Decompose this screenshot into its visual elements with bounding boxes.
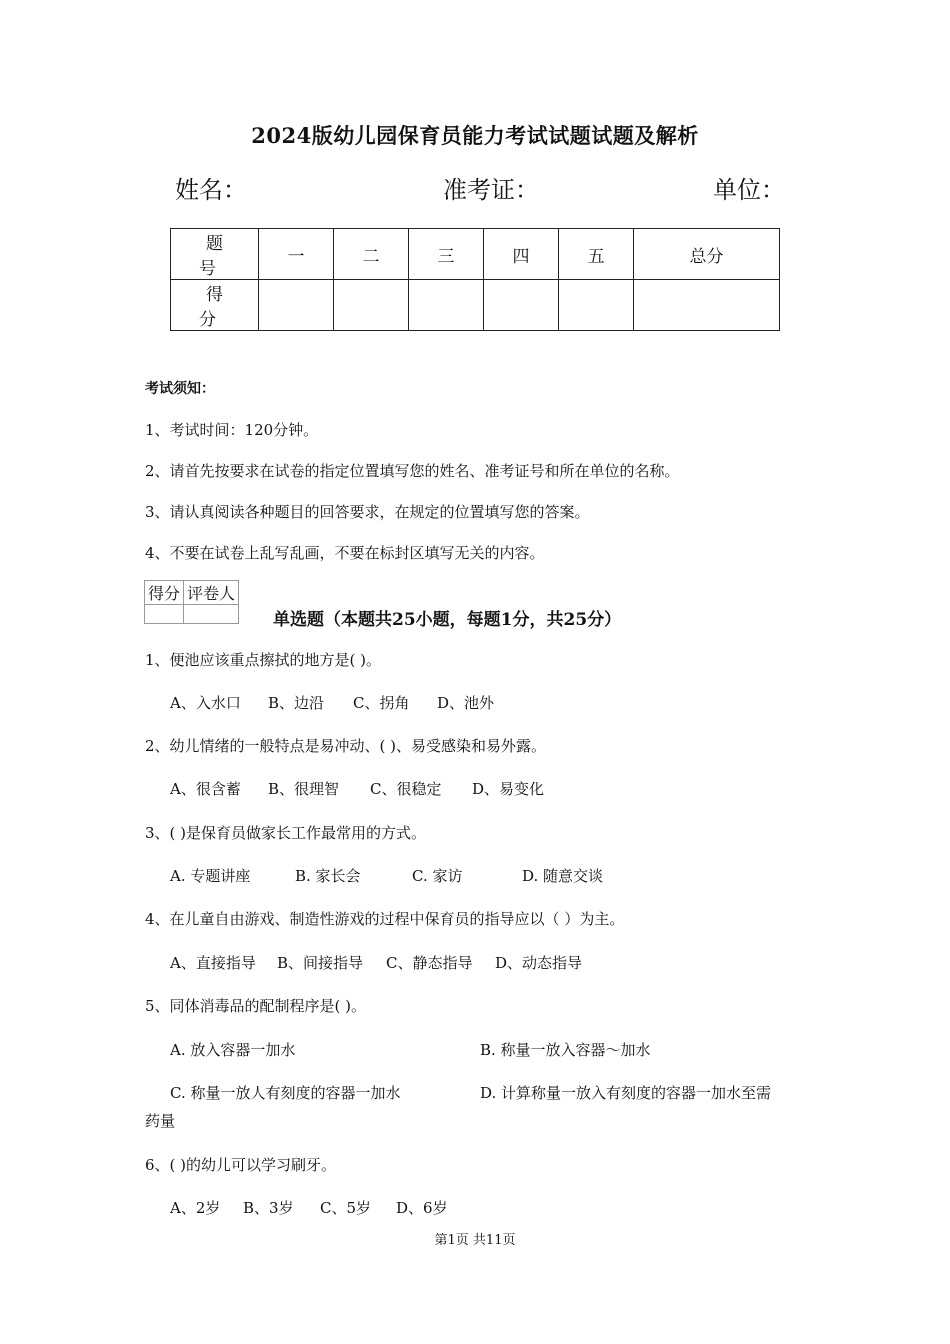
notice-item: 4、不要在试卷上乱写乱画，不要在标封区填写无关的内容。 (145, 544, 545, 562)
section-title: 单选题（本题共25小题，每题1分，共25分） (273, 610, 622, 630)
question-option: B. 称量一放入容器～加水 (480, 1041, 651, 1059)
score-row-label: 得 分 (171, 280, 259, 331)
score-cell-5[interactable] (559, 280, 634, 331)
question-option: C、5岁 (320, 1199, 372, 1217)
grader-score-cell[interactable] (145, 605, 184, 624)
question-option: C. 称量一放人有刻度的容器一加水 (170, 1084, 401, 1102)
question-stem: 4、在儿童自由游戏、制造性游戏的过程中保育员的指导应以（ ）为主。 (145, 910, 625, 928)
question-option-continuation: 药量 (145, 1112, 176, 1130)
grader-name-cell[interactable] (184, 605, 239, 624)
question-option: B. 家长会 (295, 867, 361, 885)
notice-title: 考试须知： (145, 381, 215, 397)
name-field-label: 姓名： (175, 176, 247, 204)
question-stem: 3、( )是保育员做家长工作最常用的方式。 (145, 824, 427, 842)
question-option: A、入水口 (170, 694, 241, 712)
exam-id-field-label: 准考证： (443, 176, 539, 204)
notice-item: 2、请首先按要求在试卷的指定位置填写您的姓名、准考证号和所在单位的名称。 (145, 462, 680, 480)
page-title: 2024版幼儿园保育员能力考试试题试题及解析 (251, 123, 699, 148)
question-option: A、2岁 (170, 1199, 221, 1217)
score-header-3: 三 (409, 229, 484, 280)
score-header-4: 四 (484, 229, 559, 280)
score-table-header-row (171, 229, 780, 280)
grader-table (144, 580, 239, 624)
question-stem: 1、便池应该重点擦拭的地方是( )。 (145, 651, 382, 669)
question-option: D. 计算称量一放入有刻度的容器一加水至需 (480, 1084, 772, 1102)
score-cell-2[interactable] (334, 280, 409, 331)
question-option: D、易变化 (472, 780, 545, 798)
unit-field-label: 单位： (713, 176, 785, 204)
grader-name-label: 评卷人 (184, 581, 239, 605)
score-header-2: 二 (334, 229, 409, 280)
question-option: A. 放入容器一加水 (170, 1041, 296, 1059)
notice-item: 1、考试时间：120分钟。 (145, 421, 319, 439)
question-option: C. 家访 (412, 867, 463, 885)
score-cell-1[interactable] (259, 280, 334, 331)
question-option: B、边沿 (268, 694, 325, 712)
notice-item: 3、请认真阅读各种题目的回答要求，在规定的位置填写您的答案。 (145, 503, 590, 521)
score-table-score-row (171, 280, 780, 331)
score-header-1: 一 (259, 229, 334, 280)
question-option: A、很含蓄 (170, 780, 241, 798)
question-option: A. 专题讲座 (170, 867, 251, 885)
score-table (170, 228, 780, 331)
grader-score-label: 得分 (145, 581, 184, 605)
question-option: D、动态指导 (495, 954, 583, 972)
question-stem: 5、同体消毒品的配制程序是( )。 (145, 997, 367, 1015)
score-header-label: 题 号 (171, 229, 259, 280)
question-stem: 2、幼儿情绪的一般特点是易冲动、( )、易受感染和易外露。 (145, 737, 547, 755)
question-stem: 6、( )的幼儿可以学习刷牙。 (145, 1156, 337, 1174)
score-cell-4[interactable] (484, 280, 559, 331)
question-option: D. 随意交谈 (522, 867, 604, 885)
question-option: A、直接指导 (170, 954, 256, 972)
question-option: C、拐角 (353, 694, 410, 712)
score-header-5: 五 (559, 229, 634, 280)
question-option: D、池外 (437, 694, 495, 712)
question-option: D、6岁 (396, 1199, 448, 1217)
question-option: B、很理智 (268, 780, 340, 798)
question-option: B、3岁 (243, 1199, 294, 1217)
score-header-total: 总分 (634, 229, 780, 280)
page-footer: 第1页 共11页 (434, 1233, 516, 1248)
score-cell-3[interactable] (409, 280, 484, 331)
question-option: B、间接指导 (277, 954, 364, 972)
question-option: C、静态指导 (386, 954, 473, 972)
score-cell-total[interactable] (634, 280, 780, 331)
question-option: C、很稳定 (370, 780, 442, 798)
